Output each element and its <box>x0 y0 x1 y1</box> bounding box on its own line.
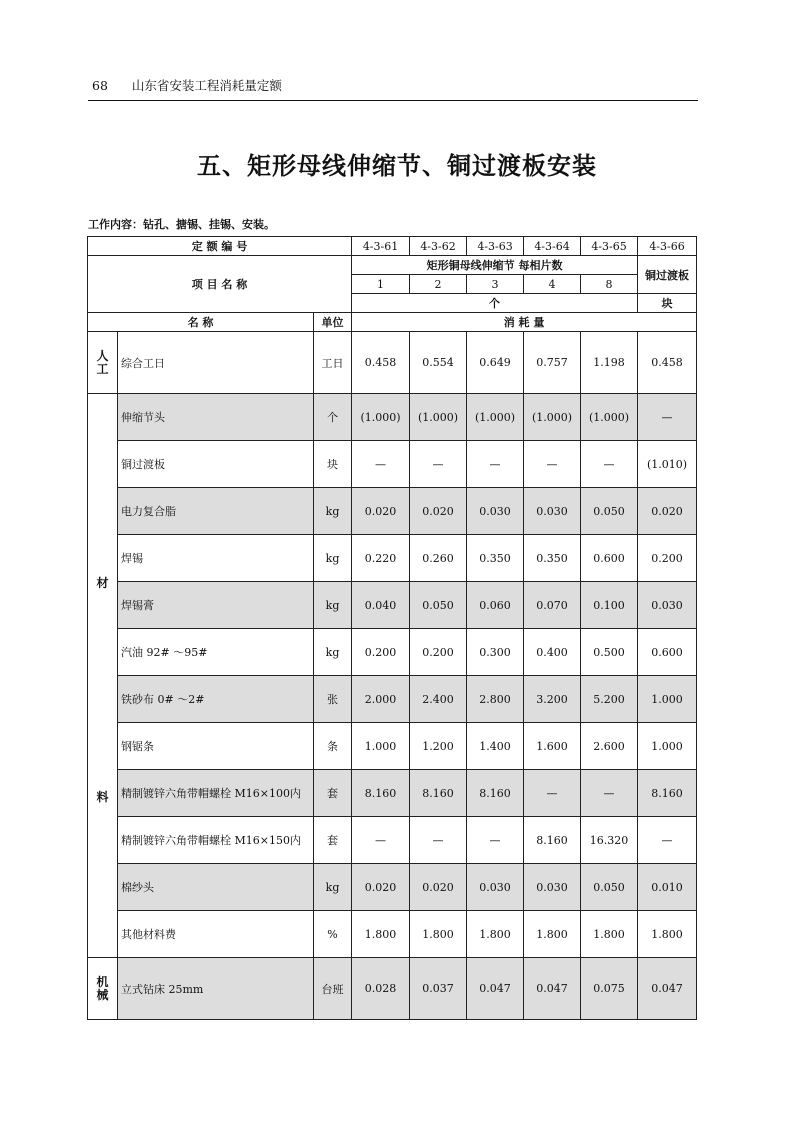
category-material-label-2: 料 <box>96 790 109 804</box>
header-rule <box>88 100 698 101</box>
value-cell: 0.047 <box>467 958 524 1020</box>
table-row <box>88 676 697 723</box>
table-row <box>88 629 697 676</box>
value-cell: — <box>410 441 467 488</box>
item-name: 铜过渡板 <box>118 441 314 488</box>
material-section <box>88 394 697 958</box>
value-cell: 0.040 <box>352 582 410 629</box>
column-header-row <box>88 313 697 332</box>
table-row <box>88 332 697 394</box>
value-cell: 0.070 <box>524 582 581 629</box>
category-material <box>88 394 118 958</box>
quota-table <box>87 236 697 1020</box>
table-row <box>88 488 697 535</box>
value-cell: 0.047 <box>638 958 697 1020</box>
value-cell: 0.458 <box>638 332 697 394</box>
table-row <box>88 817 697 864</box>
category-machine-label: 机械 <box>96 974 109 1002</box>
value-cell: 0.030 <box>467 488 524 535</box>
value-cell: 0.010 <box>638 864 697 911</box>
value-cell: 0.200 <box>410 629 467 676</box>
value-cell: 2.600 <box>581 723 638 770</box>
item-unit: 套 <box>314 817 352 864</box>
section-title: 五、矩形母线伸缩节、铜过渡板安装 <box>197 152 597 180</box>
value-cell: 8.160 <box>524 817 581 864</box>
value-cell: 0.220 <box>352 535 410 582</box>
value-cell: (1.010) <box>638 441 697 488</box>
quota-code-row <box>88 237 697 256</box>
table-row <box>88 441 697 488</box>
table-row <box>88 958 697 1020</box>
value-cell: — <box>352 441 410 488</box>
value-cell: — <box>581 441 638 488</box>
value-cell: 2.400 <box>410 676 467 723</box>
item-unit: kg <box>314 864 352 911</box>
value-cell: 0.350 <box>467 535 524 582</box>
value-cell: 0.200 <box>352 629 410 676</box>
item-unit: 块 <box>314 441 352 488</box>
value-cell: 1.198 <box>581 332 638 394</box>
value-cell: 1.800 <box>581 911 638 958</box>
piece-count-cell: 4 <box>524 275 581 294</box>
quota-code-cell: 4-3-63 <box>467 237 524 256</box>
value-cell: 0.047 <box>524 958 581 1020</box>
value-cell: 0.200 <box>638 535 697 582</box>
value-cell: 8.160 <box>410 770 467 817</box>
col-name-header: 名 称 <box>88 313 314 332</box>
item-name: 棉纱头 <box>118 864 314 911</box>
value-cell: 0.020 <box>638 488 697 535</box>
page-number: 68 <box>92 78 108 93</box>
value-cell: — <box>467 441 524 488</box>
item-name: 其他材料费 <box>118 911 314 958</box>
value-cell: (1.000) <box>524 394 581 441</box>
piece-count-cell: 3 <box>467 275 524 294</box>
value-cell: 0.037 <box>410 958 467 1020</box>
item-name: 铁砂布 0# ～2# <box>118 676 314 723</box>
value-cell: 5.200 <box>581 676 638 723</box>
value-cell: 0.500 <box>581 629 638 676</box>
value-cell: 1.600 <box>524 723 581 770</box>
piece-count-cell: 8 <box>581 275 638 294</box>
value-cell: 0.757 <box>524 332 581 394</box>
value-cell: — <box>638 817 697 864</box>
col-consumption-header: 消 耗 量 <box>352 313 697 332</box>
labor-section <box>88 332 697 394</box>
table-row <box>88 864 697 911</box>
value-cell: 0.030 <box>638 582 697 629</box>
item-unit: 个 <box>314 394 352 441</box>
value-cell: 1.400 <box>467 723 524 770</box>
value-cell: 0.260 <box>410 535 467 582</box>
item-unit: 套 <box>314 770 352 817</box>
value-cell: — <box>467 817 524 864</box>
value-cell: 0.030 <box>467 864 524 911</box>
category-machine <box>88 958 118 1020</box>
item-unit: kg <box>314 488 352 535</box>
value-cell: 0.554 <box>410 332 467 394</box>
item-name: 精制镀锌六角带帽螺栓 M16×150内 <box>118 817 314 864</box>
value-cell: 1.800 <box>410 911 467 958</box>
value-cell: 2.000 <box>352 676 410 723</box>
quota-code-cell: 4-3-65 <box>581 237 638 256</box>
value-cell: 0.030 <box>524 488 581 535</box>
value-cell: 1.800 <box>352 911 410 958</box>
col-unit-header: 单位 <box>314 313 352 332</box>
item-unit: kg <box>314 629 352 676</box>
value-cell: 0.600 <box>638 629 697 676</box>
value-cell: 0.600 <box>581 535 638 582</box>
machine-section <box>88 958 697 1020</box>
group-header-row <box>88 256 697 275</box>
item-unit: 条 <box>314 723 352 770</box>
unit-a: 个 <box>352 294 638 313</box>
category-labor <box>88 332 118 394</box>
item-unit: 台班 <box>314 958 352 1020</box>
value-cell: (1.000) <box>581 394 638 441</box>
work-content: 工作内容：钻孔、搪锡、挂锡、安装。 <box>88 218 275 231</box>
value-cell: 3.200 <box>524 676 581 723</box>
value-cell: 0.050 <box>581 864 638 911</box>
value-cell: 1.200 <box>410 723 467 770</box>
item-name: 焊锡 <box>118 535 314 582</box>
item-name: 汽油 92# ～95# <box>118 629 314 676</box>
value-cell: 0.050 <box>410 582 467 629</box>
value-cell: 1.000 <box>352 723 410 770</box>
piece-count-cell: 2 <box>410 275 467 294</box>
item-name: 电力复合脂 <box>118 488 314 535</box>
table-row <box>88 582 697 629</box>
value-cell: 8.160 <box>467 770 524 817</box>
value-cell: — <box>638 394 697 441</box>
book-title: 山东省安装工程消耗量定额 <box>131 78 282 93</box>
table-row <box>88 394 697 441</box>
value-cell: 0.060 <box>467 582 524 629</box>
value-cell: — <box>410 817 467 864</box>
item-unit: kg <box>314 582 352 629</box>
value-cell: — <box>581 770 638 817</box>
value-cell: 16.320 <box>581 817 638 864</box>
table-row <box>88 723 697 770</box>
table-row <box>88 911 697 958</box>
value-cell: 0.020 <box>352 864 410 911</box>
item-name: 立式钻床 25mm <box>118 958 314 1020</box>
value-cell: 1.000 <box>638 676 697 723</box>
value-cell: 0.100 <box>581 582 638 629</box>
quota-code-label: 定 额 编 号 <box>88 237 352 256</box>
value-cell: 1.800 <box>524 911 581 958</box>
item-name: 综合工日 <box>118 332 314 394</box>
value-cell: 1.800 <box>638 911 697 958</box>
page-header <box>92 76 282 94</box>
item-name: 钢锯条 <box>118 723 314 770</box>
value-cell: 0.075 <box>581 958 638 1020</box>
value-cell: 0.028 <box>352 958 410 1020</box>
item-name: 精制镀锌六角带帽螺栓 M16×100内 <box>118 770 314 817</box>
value-cell: (1.000) <box>352 394 410 441</box>
group-b-label: 铜过渡板 <box>638 256 697 294</box>
value-cell: — <box>524 441 581 488</box>
category-labor-label: 人工 <box>96 348 109 376</box>
quota-code-cell: 4-3-64 <box>524 237 581 256</box>
piece-count-cell: 1 <box>352 275 410 294</box>
quota-code-cell: 4-3-61 <box>352 237 410 256</box>
unit-b: 块 <box>638 294 697 313</box>
value-cell: 0.030 <box>524 864 581 911</box>
item-unit: % <box>314 911 352 958</box>
value-cell: 0.649 <box>467 332 524 394</box>
value-cell: 0.020 <box>410 488 467 535</box>
table-row <box>88 535 697 582</box>
value-cell: — <box>524 770 581 817</box>
value-cell: 0.458 <box>352 332 410 394</box>
value-cell: 0.050 <box>581 488 638 535</box>
quota-code-cell: 4-3-62 <box>410 237 467 256</box>
value-cell: 0.350 <box>524 535 581 582</box>
item-unit: kg <box>314 535 352 582</box>
category-material-label-1: 材 <box>96 576 109 590</box>
item-name: 焊锡膏 <box>118 582 314 629</box>
item-unit: 张 <box>314 676 352 723</box>
item-unit: 工日 <box>314 332 352 394</box>
value-cell: 8.160 <box>352 770 410 817</box>
table-row <box>88 770 697 817</box>
item-name: 伸缩节头 <box>118 394 314 441</box>
value-cell: 0.020 <box>352 488 410 535</box>
value-cell: 8.160 <box>638 770 697 817</box>
value-cell: 0.300 <box>467 629 524 676</box>
value-cell: 1.000 <box>638 723 697 770</box>
value-cell: (1.000) <box>467 394 524 441</box>
value-cell: — <box>352 817 410 864</box>
value-cell: 1.800 <box>467 911 524 958</box>
group-a-label: 矩形铜母线伸缩节 每相片数 <box>352 256 638 275</box>
value-cell: 0.400 <box>524 629 581 676</box>
value-cell: (1.000) <box>410 394 467 441</box>
item-name-label: 项 目 名 称 <box>88 256 352 313</box>
quota-code-cell: 4-3-66 <box>638 237 697 256</box>
value-cell: 2.800 <box>467 676 524 723</box>
value-cell: 0.020 <box>410 864 467 911</box>
